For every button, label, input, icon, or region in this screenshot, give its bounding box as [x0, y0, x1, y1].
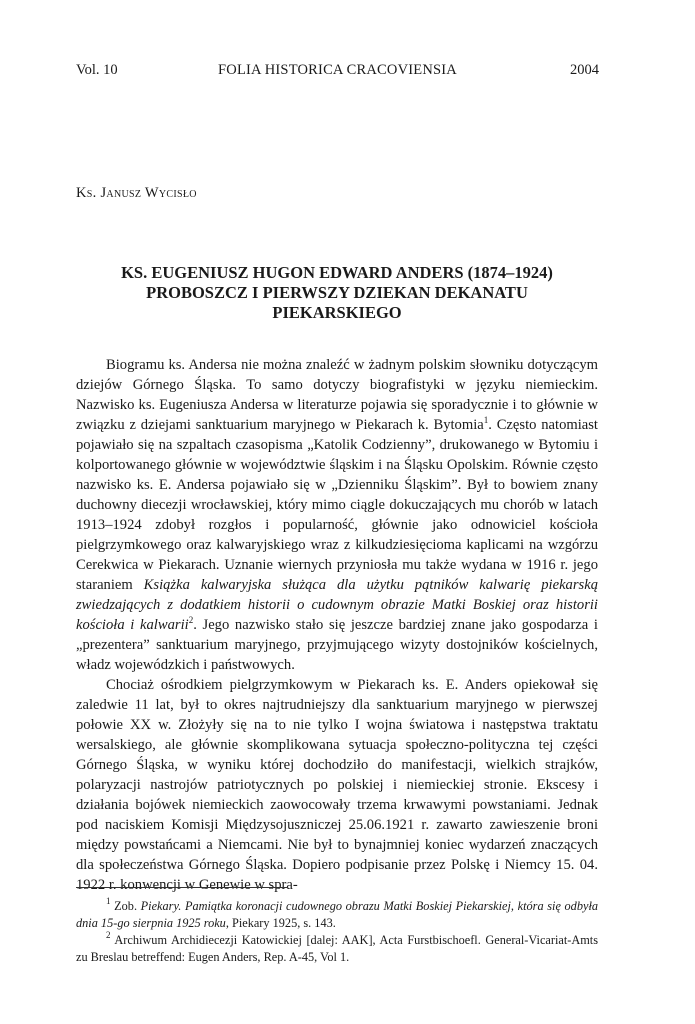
- author-name: Ks. Janusz Wycisło: [76, 185, 197, 201]
- paragraph-1-text-a: Biogramu ks. Andersa nie można znaleźć w żadnym polskim słowniku dotyczącym dziejów Górnego Śląska. To samo dotyczy biografistyki w języku niemieckim. Nazwisko ks. Eugeniusza Andersa w literaturze pojawia się sporadycznie i to głównie w związku z dziejami sanktuarium maryjnego w Piekarach k. Bytomia: [76, 357, 598, 433]
- footnote-1-italic: Piekary. Pamiątka koronacji cudownego obrazu Matki Boskiej Piekarskiej, która się odbyła dnia 15-go sierpnia 1925 roku: [76, 899, 599, 930]
- journal-title: FOLIA HISTORICA CRACOVIENSIA: [218, 62, 457, 78]
- footnote-divider: [76, 887, 288, 888]
- year-label: 2004: [570, 62, 599, 78]
- title-line-2: PROBOSZCZ I PIERWSZY DZIEKAN DEKANATU: [146, 283, 528, 302]
- footnote-1-suffix: , Piekary 1925, s. 143.: [225, 916, 336, 930]
- footnote-ref-1[interactable]: 1: [483, 415, 489, 425]
- article-body: [76, 355, 598, 895]
- paragraph-1: [76, 355, 598, 675]
- running-header: [76, 62, 599, 82]
- volume-label: Vol. 10: [76, 62, 118, 78]
- title-line-3: PIEKARSKIEGO: [272, 303, 402, 322]
- footnote-2: [76, 932, 598, 966]
- footnote-1-number: 1: [106, 896, 111, 906]
- paragraph-1-text-c: . Jego nazwisko stało się jeszcze bardziej znane jako gospodarza i „prezentera” sanktuarium maryjnego, przyjmującego wizyty dostojników kościelnych, władz wojewódzkich i państwowych.: [76, 617, 598, 673]
- footnote-2-number: 2: [106, 930, 111, 940]
- footnote-ref-2[interactable]: 2: [188, 615, 194, 625]
- book-title: Książka kalwaryjska służąca dla użytku pątników kalwarię piekarską zwiedzających z dodatkiem historii o cudownym obrazie Matki Boskiej oraz historii kościoła i kalwarii: [76, 577, 598, 633]
- article-title: [76, 263, 598, 323]
- footnote-1: [76, 898, 598, 932]
- footnote-2-text: Archiwum Archidiecezji Katowickiej [dalej: AAK], Acta Furstbischoefl. General-Vicariat-Amts zu Breslau betreffend: Eugen Anders, Rep. A-45, Vol 1.: [76, 933, 598, 964]
- paragraph-2: Chociaż ośrodkiem pielgrzymkowym w Piekarach ks. E. Anders opiekował się zaledwie 11 lat, był to okres najtrudniejszy dla sanktuarium maryjnego w pierwszej połowie XX w. Złożyły się na to nie tylko I wojna światowa i następstwa traktatu wersalskiego, ale głównie skomplikowana sytuacja społeczno-polityczna tej części Górnego Śląska, w wyniku której dochodziło do manifestacji, wielkich strajków, polaryzacji nastrojów patriotycznych po polskiej i niemieckiej stronie. Ekscesy i działania bojówek niemieckich zaowocowały trzema krwawymi powstaniami. Jednak pod naciskiem Komisji Międzysojuszniczej 25.06.1921 r. zawarto zawieszenie broni między powstańcami a Niemcami. Nie był to bynajmniej koniec wydarzeń znaczących dla społeczeństwa Górnego Śląska. Dopiero podpisanie przez Polskę i Niemcy 15. 04. 1922 r. konwencji w Genewie w spra-: [76, 677, 598, 893]
- paragraph-1-text-b: . Często natomiast pojawiało się na szpaltach czasopisma „Katolik Codzienny”, drukowanego w Bytomiu i kolportowanego głównie w województwie śląskim i na Śląsku Opolskim. Równie często nazwisko ks. E. Andersa pojawiało się w „Dzienniku Śląskim”. Był to bowiem znany duchowny diecezji wrocławskiej, który mimo ciągle dokuczających mu chorób w latach 1913–1924 zdobył rozgłos i popularność, głównie jako odnowiciel kościoła pielgrzymkowego oraz kalwaryjskiego wraz z kilkudziesięcioma kaplicami na wzgórzu Cerekwica w Piekarach. Uznanie wiernych przyniosła mu także wydana w 1916 r. jego staraniem: [76, 417, 598, 593]
- footnotes: [76, 898, 598, 966]
- footnote-1-prefix: Zob.: [110, 899, 141, 913]
- title-line-1: KS. EUGENIUSZ HUGON EDWARD ANDERS (1874–1924): [121, 263, 553, 282]
